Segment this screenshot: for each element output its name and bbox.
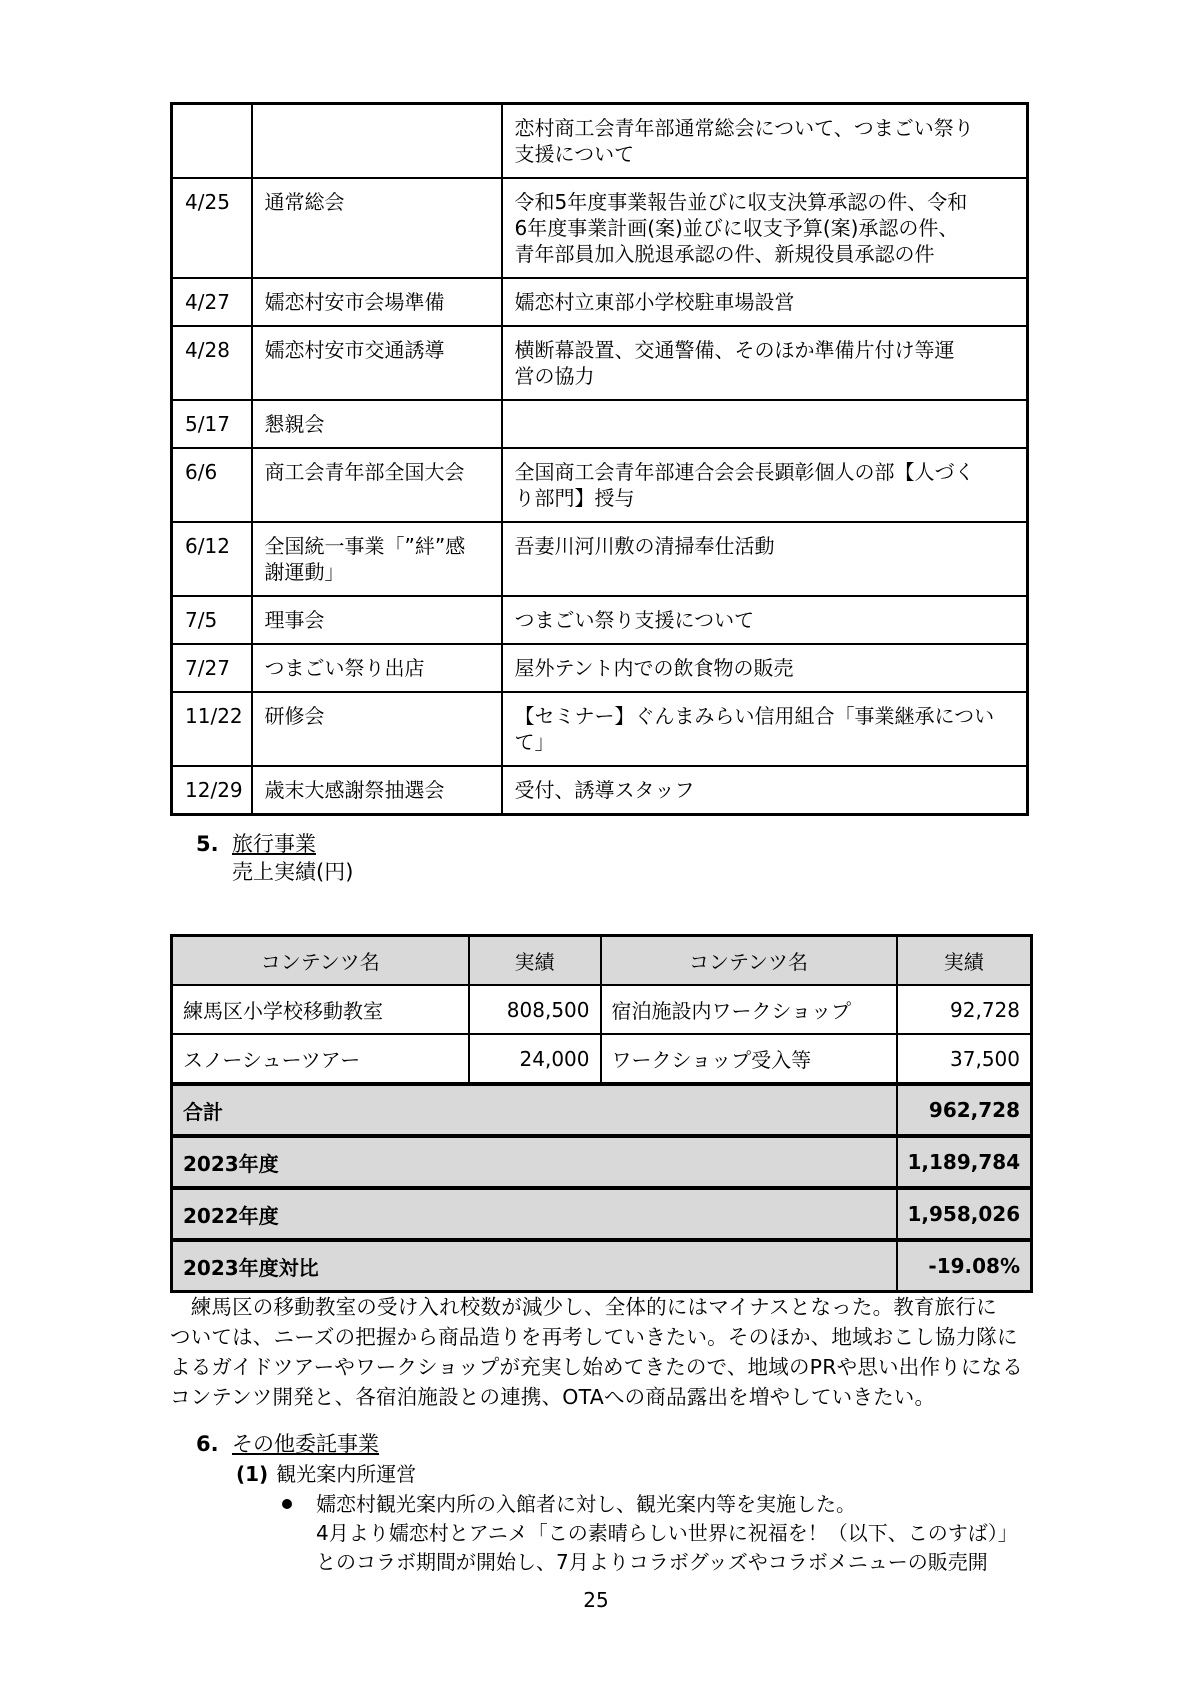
result-value: 808,500: [469, 985, 601, 1034]
subsection-number: (1): [236, 1462, 269, 1486]
summary-value: -19.08%: [897, 1240, 1032, 1292]
summary-row-total: [172, 1084, 1032, 1136]
schedule-detail: [502, 400, 1028, 448]
sales-header-row: [172, 936, 1032, 986]
travel-business-summary: [170, 1292, 1030, 1412]
activity-schedule-table: [170, 102, 1029, 816]
schedule-date: [172, 104, 252, 179]
sales-results-caption: 売上実績(円): [232, 860, 354, 884]
content-name: 宿泊施設内ワークショップ: [601, 985, 897, 1034]
table-row: [172, 644, 1028, 692]
detail-line: 全国商工会青年部連合会会長顕彰個人の部【人づく: [514, 460, 975, 484]
schedule-date: 4/28: [172, 326, 252, 400]
detail-line: 支援について: [514, 142, 635, 166]
schedule-detail: [502, 104, 1028, 179]
schedule-detail: [502, 178, 1028, 278]
detail-line: 6年度事業計画(案)並びに収支予算(案)承認の件、: [514, 216, 959, 240]
paragraph-line: コンテンツ開発と、各宿泊施設との連携、OTAへの商品露出を増やしていきたい。: [170, 1385, 936, 1409]
detail-line: [515, 411, 1017, 437]
schedule-date: 7/5: [172, 596, 252, 644]
summary-row-comparison: [172, 1240, 1032, 1292]
bullet-item: [280, 1490, 1040, 1519]
schedule-detail: [502, 448, 1028, 522]
schedule-detail: [502, 596, 1028, 644]
header-content-name-2: コンテンツ名: [601, 936, 897, 986]
table-row: [172, 326, 1028, 400]
header-result-2: 実績: [897, 936, 1032, 986]
table-row: [172, 692, 1028, 766]
section-6-number: 6.: [196, 1432, 219, 1456]
table-row: [172, 766, 1028, 815]
detail-line: り部門】授与: [514, 486, 635, 510]
schedule-detail: [502, 522, 1028, 596]
result-value: 37,500: [897, 1034, 1032, 1084]
paragraph-line: 練馬区の移動教室の受け入れ校数が減少し、全体的にはマイナスとなった。教育旅行に: [170, 1295, 997, 1319]
section-6-title: その他委託事業: [232, 1432, 379, 1456]
bullet-continuation: 4月より嬬恋村とアニメ「この素晴らしい世界に祝福を！（以下、このすば）」: [316, 1521, 1018, 1545]
summary-label: 合計: [172, 1084, 897, 1136]
detail-line: 青年部員加入脱退承認の件、新規役員承認の件: [514, 242, 935, 266]
table-row: [172, 448, 1028, 522]
schedule-date: 5/17: [172, 400, 252, 448]
table-row: [172, 400, 1028, 448]
schedule-event: 嬬恋村安市交通誘導: [252, 326, 502, 400]
schedule-date: 6/6: [172, 448, 252, 522]
detail-line: 令和5年度事業報告並びに収支決算承認の件、令和: [514, 190, 968, 214]
summary-row-fy2022: [172, 1188, 1032, 1240]
schedule-detail: [502, 766, 1028, 815]
summary-row-fy2023: [172, 1136, 1032, 1188]
schedule-detail: [502, 278, 1028, 326]
bullet-dot-icon: [282, 1499, 292, 1509]
schedule-event: 懇親会: [252, 400, 502, 448]
content-name: ワークショップ受入等: [601, 1034, 897, 1084]
section-5-heading: [196, 830, 316, 858]
detail-line: 営の協力: [514, 364, 595, 388]
info-center-bullets: [280, 1490, 1040, 1577]
schedule-event: 研修会: [252, 692, 502, 766]
paragraph-line: ついては、ニーズの把握から商品造りを再考していきたい。そのほか、地域おこし協力隊に: [170, 1325, 1018, 1349]
schedule-event: 全国統一事業「”絆”感 謝運動」: [252, 522, 502, 596]
content-name: 練馬区小学校移動教室: [172, 985, 469, 1034]
subsection-1-heading: [236, 1460, 416, 1488]
schedule-detail: [502, 644, 1028, 692]
schedule-event: 通常総会: [252, 178, 502, 278]
detail-line: て」: [514, 730, 555, 754]
detail-line: 受付、誘導スタッフ: [514, 778, 695, 802]
subsection-title: 観光案内所運営: [276, 1462, 417, 1486]
schedule-event: 商工会青年部全国大会: [252, 448, 502, 522]
schedule-detail: [502, 692, 1028, 766]
schedule-date: 6/12: [172, 522, 252, 596]
summary-label: 2023年度: [172, 1136, 897, 1188]
section-5-title: 旅行事業: [232, 832, 316, 856]
table-row: [172, 522, 1028, 596]
schedule-date: 4/27: [172, 278, 252, 326]
schedule-date: 12/29: [172, 766, 252, 815]
detail-line: 嬬恋村立東部小学校駐車場設営: [514, 290, 795, 314]
paragraph-line: よるガイドツアーやワークショップが充実し始めてきたので、地域のPRや思い出作りになる: [170, 1355, 1023, 1379]
summary-label: 2023年度対比: [172, 1240, 897, 1292]
header-content-name-1: コンテンツ名: [172, 936, 469, 986]
detail-line: 屋外テント内での飲食物の販売: [514, 656, 794, 680]
schedule-date: 11/22: [172, 692, 252, 766]
detail-line: 【セミナー】ぐんまみらい信用組合「事業継承につい: [514, 704, 995, 728]
bullet-continuation: とのコラボ期間が開始し、7月よりコラボグッズやコラボメニューの販売開: [316, 1550, 988, 1574]
header-result-1: 実績: [469, 936, 601, 986]
travel-sales-table: [170, 934, 1033, 1293]
content-name: スノーシューツアー: [172, 1034, 469, 1084]
bullet-text: 嬬恋村観光案内所の入館者に対し、観光案内等を実施した。: [316, 1492, 856, 1516]
section-6-heading: [196, 1430, 379, 1458]
table-row: [172, 278, 1028, 326]
summary-value: 1,958,026: [897, 1188, 1032, 1240]
table-row: [172, 178, 1028, 278]
schedule-detail: [502, 326, 1028, 400]
schedule-event: [252, 104, 502, 179]
detail-line: 横断幕設置、交通警備、そのほか準備片付け等運: [514, 338, 955, 362]
page-number: 25: [583, 1588, 609, 1612]
summary-value: 962,728: [897, 1084, 1032, 1136]
schedule-event: つまごい祭り出店: [252, 644, 502, 692]
table-row: [172, 985, 1032, 1034]
table-row: [172, 596, 1028, 644]
table-row: [172, 104, 1028, 179]
result-value: 92,728: [897, 985, 1032, 1034]
table-row: [172, 1034, 1032, 1084]
detail-line: 恋村商工会青年部通常総会について、つまごい祭り: [514, 116, 974, 140]
section-5-number: 5.: [196, 832, 219, 856]
schedule-date: 4/25: [172, 178, 252, 278]
schedule-event: 理事会: [252, 596, 502, 644]
schedule-date: 7/27: [172, 644, 252, 692]
result-value: 24,000: [469, 1034, 601, 1084]
detail-line: つまごい祭り支援について: [514, 608, 755, 632]
summary-label: 2022年度: [172, 1188, 897, 1240]
detail-line: 吾妻川河川敷の清掃奉仕活動: [514, 534, 775, 558]
schedule-event: 嬬恋村安市会場準備: [252, 278, 502, 326]
schedule-event: 歳末大感謝祭抽選会: [252, 766, 502, 815]
summary-value: 1,189,784: [897, 1136, 1032, 1188]
